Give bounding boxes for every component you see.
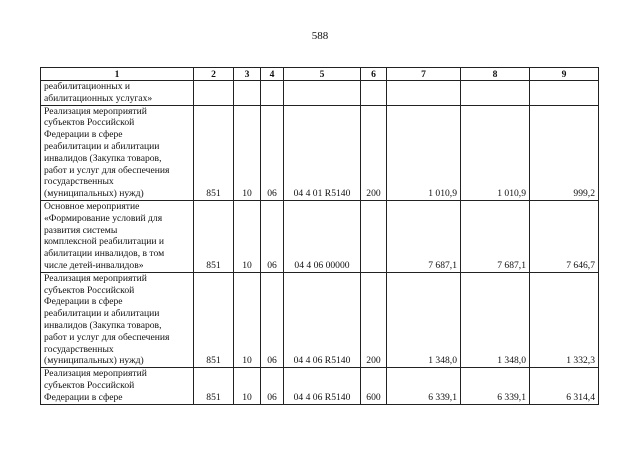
cell-amount-executed: 7 646,7 — [530, 200, 599, 272]
row-name-line: Федерации в сфере — [44, 129, 123, 141]
cell-section: 10 — [234, 105, 261, 200]
cell-amount-approved: 1 010,9 — [461, 105, 530, 200]
header-row — [41, 68, 599, 81]
column-header: 7 — [387, 68, 461, 81]
cell-amount-plan: 6 339,1 — [387, 368, 461, 404]
cell-amount-executed: 6 314,4 — [530, 368, 599, 404]
cell-amount-approved: 7 687,1 — [461, 200, 530, 272]
cell-gov-code: 851 — [194, 200, 234, 272]
cell-gov-code: 851 — [194, 368, 234, 404]
cell-section — [234, 81, 261, 106]
row-name-line: субъектов Российской — [44, 379, 135, 391]
cell-expense-type: 200 — [361, 105, 387, 200]
row-name-line: реабилитации и абилитации — [44, 308, 160, 320]
cell-section: 10 — [234, 272, 261, 367]
row-name-line: реабилитации и абилитации — [44, 140, 160, 152]
column-header: 5 — [284, 68, 361, 81]
page-number: 588 — [311, 30, 329, 42]
column-header: 9 — [530, 68, 599, 81]
cell-amount-plan: 7 687,1 — [387, 200, 461, 272]
cell-gov-code: 851 — [194, 272, 234, 367]
table-row — [41, 272, 599, 367]
cell-amount-approved: 1 348,0 — [461, 272, 530, 367]
row-name-line: Реализация мероприятий — [44, 368, 147, 380]
row-name — [41, 272, 194, 367]
cell-section: 10 — [234, 368, 261, 404]
column-header: 1 — [41, 68, 194, 81]
row-name-line: (муниципальных) нужд) — [44, 355, 144, 367]
cell-amount-executed: 999,2 — [530, 105, 599, 200]
cell-amount-plan — [387, 81, 461, 106]
cell-expense-type: 200 — [361, 272, 387, 367]
cell-gov-code — [194, 81, 234, 106]
cell-section: 10 — [234, 200, 261, 272]
column-header: 3 — [234, 68, 261, 81]
row-name-line: Федерации в сфере — [44, 391, 123, 403]
row-name-line: государственных — [44, 176, 114, 188]
row-name-line: субъектов Российской — [44, 117, 135, 129]
cell-amount-executed: 1 332,3 — [530, 272, 599, 367]
cell-expense-type — [361, 200, 387, 272]
table-row — [41, 368, 599, 404]
column-header: 2 — [194, 68, 234, 81]
cell-amount-approved — [461, 81, 530, 106]
cell-subsection: 06 — [261, 368, 284, 404]
cell-target-code: 04 4 06 R5140 — [284, 272, 361, 367]
row-name-line: комплексной реабилитации и — [44, 236, 165, 248]
cell-target-code: 04 4 06 00000 — [284, 200, 361, 272]
row-name-line: Основное мероприятие — [44, 200, 140, 212]
cell-subsection: 06 — [261, 105, 284, 200]
row-name-line: «Формирование условий для — [44, 212, 163, 224]
cell-target-code: 04 4 01 R5140 — [284, 105, 361, 200]
budget-table — [40, 67, 599, 405]
row-name-line: (муниципальных) нужд) — [44, 188, 144, 200]
cell-subsection: 06 — [261, 272, 284, 367]
row-name — [41, 105, 194, 200]
row-name-line: Реализация мероприятий — [44, 105, 147, 117]
cell-expense-type — [361, 81, 387, 106]
table-row — [41, 200, 599, 272]
row-name-line: субъектов Российской — [44, 284, 135, 296]
cell-amount-plan: 1 348,0 — [387, 272, 461, 367]
cell-gov-code: 851 — [194, 105, 234, 200]
table-row — [41, 81, 599, 106]
row-name — [41, 200, 194, 272]
column-header: 8 — [461, 68, 530, 81]
row-name-line: абилитационных услугах» — [44, 92, 153, 104]
row-name-line: инвалидов (Закупка товаров, — [44, 319, 162, 331]
row-name — [41, 368, 194, 404]
row-name — [41, 81, 194, 106]
cell-expense-type: 600 — [361, 368, 387, 404]
row-name-line: работ и услуг для обеспечения — [44, 331, 170, 343]
row-name-line: Реализация мероприятий — [44, 272, 147, 284]
row-name-line: развития системы — [44, 224, 118, 236]
cell-target-code — [284, 81, 361, 106]
column-header: 4 — [261, 68, 284, 81]
cell-subsection: 06 — [261, 200, 284, 272]
row-name-line: реабилитационных и — [44, 81, 131, 92]
row-name-line: работ и услуг для обеспечения — [44, 164, 170, 176]
cell-target-code: 04 4 06 R5140 — [284, 368, 361, 404]
table-row — [41, 105, 599, 200]
cell-subsection — [261, 81, 284, 106]
cell-amount-approved: 6 339,1 — [461, 368, 530, 404]
row-name-line: государственных — [44, 343, 114, 355]
row-name-line: числе детей-инвалидов» — [44, 259, 144, 271]
cell-amount-executed — [530, 81, 599, 106]
row-name-line: инвалидов (Закупка товаров, — [44, 152, 162, 164]
row-name-line: Федерации в сфере — [44, 296, 123, 308]
column-header: 6 — [361, 68, 387, 81]
cell-amount-plan: 1 010,9 — [387, 105, 461, 200]
row-name-line: абилитации инвалидов, в том — [44, 248, 165, 260]
